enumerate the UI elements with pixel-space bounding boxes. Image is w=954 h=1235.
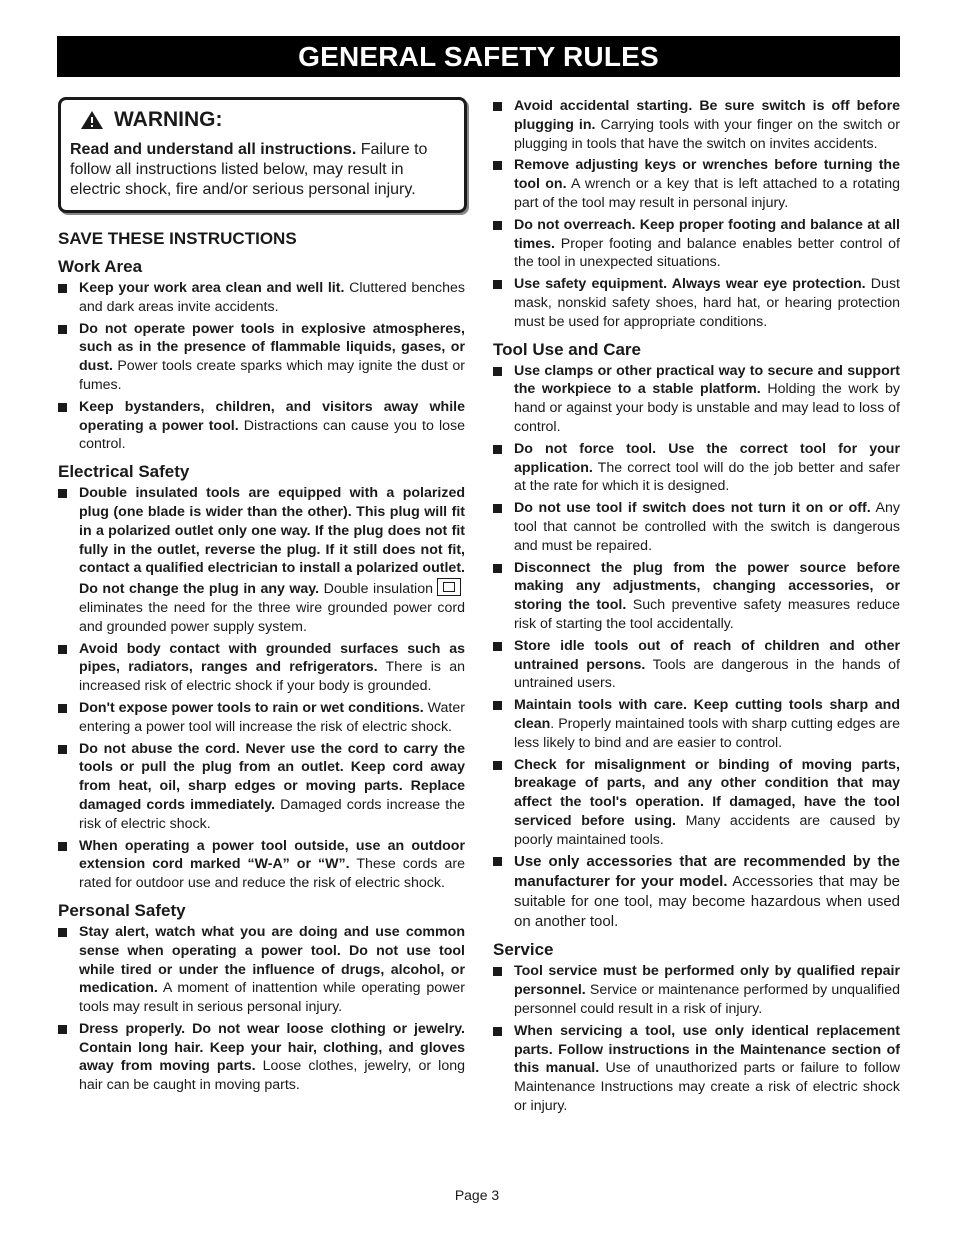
rule-item [493,216,900,272]
left-column [58,97,465,1098]
rule-item [493,440,900,496]
right-column [493,97,900,1119]
bullet-icon [58,740,79,834]
rule-item [58,484,465,636]
bullet-icon [493,499,514,555]
bullet-icon [493,362,514,437]
rule-text: Dust mask, nonskid safety shoes, hard hat, or hearing protection must be used for appropriate conditions. [514,276,900,330]
rule-bold: Keep your work area clean and well lit. [79,280,345,296]
rule-bold: Do not use tool if switch does not turn it on or off. [514,500,871,517]
section-heading-work-area: Work Area [58,257,143,276]
rule-bold: Dress properly. Do not wear loose clothing or jewelry. Contain long hair. Keep your hair, clothing, and gloves away from moving parts. [79,1020,465,1075]
bullet-icon [493,962,514,1018]
bullet-icon [58,699,79,737]
bullet-icon [493,1022,514,1116]
rule-item [58,398,465,454]
rule-text: Loose clothes, jewelry, or long hair can be caught in moving parts. [79,1058,465,1094]
section-heading-electrical-safety: Electrical Safety [58,462,190,482]
rule-item [493,275,900,331]
rule-item [58,640,465,696]
rule-bold: Do not abuse the cord. Never use the cord to carry the tools or pull the plug from an outlet. Keep cord away from heat, oil, sharp edges or moving parts. Replace damaged cords immediately. [79,740,465,813]
rule-bold: Do not operate power tools in explosive atmospheres, such as in the presence of flammable liquids, gases, or dust. [79,320,465,375]
bullet-icon [58,923,79,1017]
rule-bold: Stay alert, watch what you are doing and use common sense when operating a power tool. Do not use tool while tired or under the influence of drugs, alcohol, or medication. [79,923,465,997]
rule-bold: Use clamps or other practical way to secure and support the workpiece to a stable platform. [514,362,900,398]
section-heading-personal-safety: Personal Safety [58,900,186,920]
rule-item [493,559,900,634]
rule-item [493,499,900,555]
rule-text: A moment of inattention while operating power tools may result in serious personal injury. [79,980,465,1016]
rule-text: Proper footing and balance enables better control of the tool in unexpected situations. [514,235,900,271]
rule-text: Many accidents are caused by poorly maintained tools. [514,812,900,848]
bullet-icon [58,279,79,317]
rule-bold: Double insulated tools are equipped with a polarized plug (one blade is wider than the other). This plug will fit in a polarized outlet only one way. If the plug does not fit fully in the outlet, reverse the plug. If it still does not fit, contact a qualified electrician to install a polarized outlet. Do not change the plug in any way. [79,485,465,598]
rule-text: Double insulation [319,581,433,598]
bullet-icon [58,484,79,636]
bullet-icon [58,837,79,893]
rule-item [58,837,465,893]
rule-bold: When servicing a tool, use only identical replacement parts. Follow instructions in the Maintenance section of this manual. [514,1022,900,1077]
warning-text [70,140,455,200]
rule-bold: Use safety equipment. Always wear eye protection. [514,276,866,293]
bullet-icon [493,756,514,850]
bullet-icon [493,156,514,212]
warning-header [80,108,455,132]
rule-text: These cords are rated for outdoor use and reduce the risk of electric shock. [79,856,465,892]
warning-body: Failure to follow all instructions listed below, may result in electric shock, fire and/or serious personal injury. [70,141,428,198]
rule-bold: Disconnect the plug from the power source before making any adjustments, changing accessories, or storing the tool. [514,559,900,614]
rule-text: . Properly maintained tools with sharp cutting edges are less likely to bind and are easier to control. [514,715,900,751]
rule-text: Water entering a power tool will increase the risk of electric shock. [79,699,465,735]
bullet-icon [58,320,79,395]
page-title: GENERAL SAFETY RULES [298,41,659,72]
rule-bold: Do not overreach. Keep proper footing and balance at all times. [514,216,900,252]
rule-bold: Avoid body contact with grounded surfaces such as pipes, radiators, ranges and refrigerators. [79,640,465,676]
rule-text: Distractions can cause you to lose control. [79,417,465,453]
rule-bold: Remove adjusting keys or wrenches before turning the tool on. [514,157,900,193]
rule-item [58,699,465,737]
rule-item [493,97,900,153]
rule-item [493,756,900,850]
rule-item [493,696,900,752]
bullet-icon [493,440,514,496]
bullet-icon [493,559,514,634]
warning-bold: Read and understand all instructions. [70,141,357,158]
rule-bold: When operating a power tool outside, use an outdoor extension cord marked “W-A” or “W”. [79,837,465,873]
bullet-icon [493,275,514,331]
page-number: Page 3 [454,1187,500,1203]
bullet-icon [493,97,514,153]
rule-bold: Maintain tools with care. Keep cutting tools sharp and clean [514,697,900,732]
rule-text: Tools are dangerous in the hands of untrained users. [514,656,900,692]
page-title-bar [57,36,900,77]
warning-label: WARNING: [114,108,223,131]
rule-text: Power tools create sparks which may ignite the dust or fumes. [79,358,465,393]
rule-item [493,362,900,437]
rule-item [58,923,465,1017]
rule-text: eliminates the need for the three wire grounded power cord and grounded power supply system. [79,599,465,635]
warning-box [58,97,467,213]
bullet-icon [493,216,514,272]
rule-item [493,962,900,1018]
bullet-icon [493,637,514,693]
rule-text: Use of unauthorized parts or failure to follow Maintenance Instructions may create a risk of electric shock or injury. [514,1060,900,1115]
rule-bold: Avoid accidental starting. Be sure switch is off before plugging in. [514,98,900,133]
warning-triangle-icon [80,110,104,130]
rule-bold: Tool service must be performed only by qualified repair personnel. [514,963,900,999]
bullet-icon [58,1020,79,1095]
rule-bold: Keep bystanders, children, and visitors away while operating a power tool. [79,398,465,434]
save-instructions: SAVE THESE INSTRUCTIONS [58,229,297,248]
section-heading-service: Service [493,940,554,960]
rule-item [493,637,900,693]
rule-text: Service or maintenance performed by unqualified personnel could result in a risk of injury. [514,982,900,1018]
rule-item [493,852,900,932]
rule-item [58,279,465,317]
rule-bold: Use only accessories that are recommended by the manufacturer for your model. [514,853,900,891]
rule-text: Any tool that cannot be controlled with the switch is dangerous and must be repaired. [514,500,900,554]
rule-item [58,740,465,834]
rule-text: The correct tool will do the job better and safer at the rate for which it is designed. [514,459,900,495]
rule-text: Carrying tools with your finger on the switch or plugging in tools that have the switch on invites accidents. [514,116,900,152]
rule-item [58,320,465,395]
bullet-icon [493,696,514,752]
bullet-icon [58,398,79,454]
rule-text: Such preventive safety measures reduce risk of starting the tool accidentally. [514,597,900,632]
rule-bold: Check for misalignment or binding of moving parts, breakage of parts, and any other condition that may affect the tool's operation. If damaged, have the tool serviced before using. [514,756,900,829]
rule-bold: Store idle tools out of reach of children and other untrained persons. [514,637,900,673]
double-insulation-icon [437,578,461,596]
rule-text: Accessories that may be suitable for one tool, may become hazardous when used on another tool. [514,873,900,931]
rule-bold: Do not force tool. Use the correct tool for your application. [514,440,900,476]
bullet-icon [58,640,79,696]
rule-item [493,1022,900,1116]
rule-text: There is an increased risk of electric shock if your body is grounded. [79,659,465,695]
rule-item [58,1020,465,1095]
rule-bold: Don't expose power tools to rain or wet conditions. [79,699,424,716]
rule-text: Damaged cords increase the risk of electric shock. [79,796,466,832]
bullet-icon [493,852,514,932]
rule-text: A wrench or a key that is left attached to a rotating part of the tool may result in personal injury. [514,176,901,211]
rule-text: Cluttered benches and dark areas invite accidents. [79,280,466,315]
rule-item [493,156,900,212]
section-heading-tool-use: Tool Use and Care [493,339,641,359]
rule-text: Holding the work by hand or against your body is unstable and may lead to loss of control. [514,381,900,435]
